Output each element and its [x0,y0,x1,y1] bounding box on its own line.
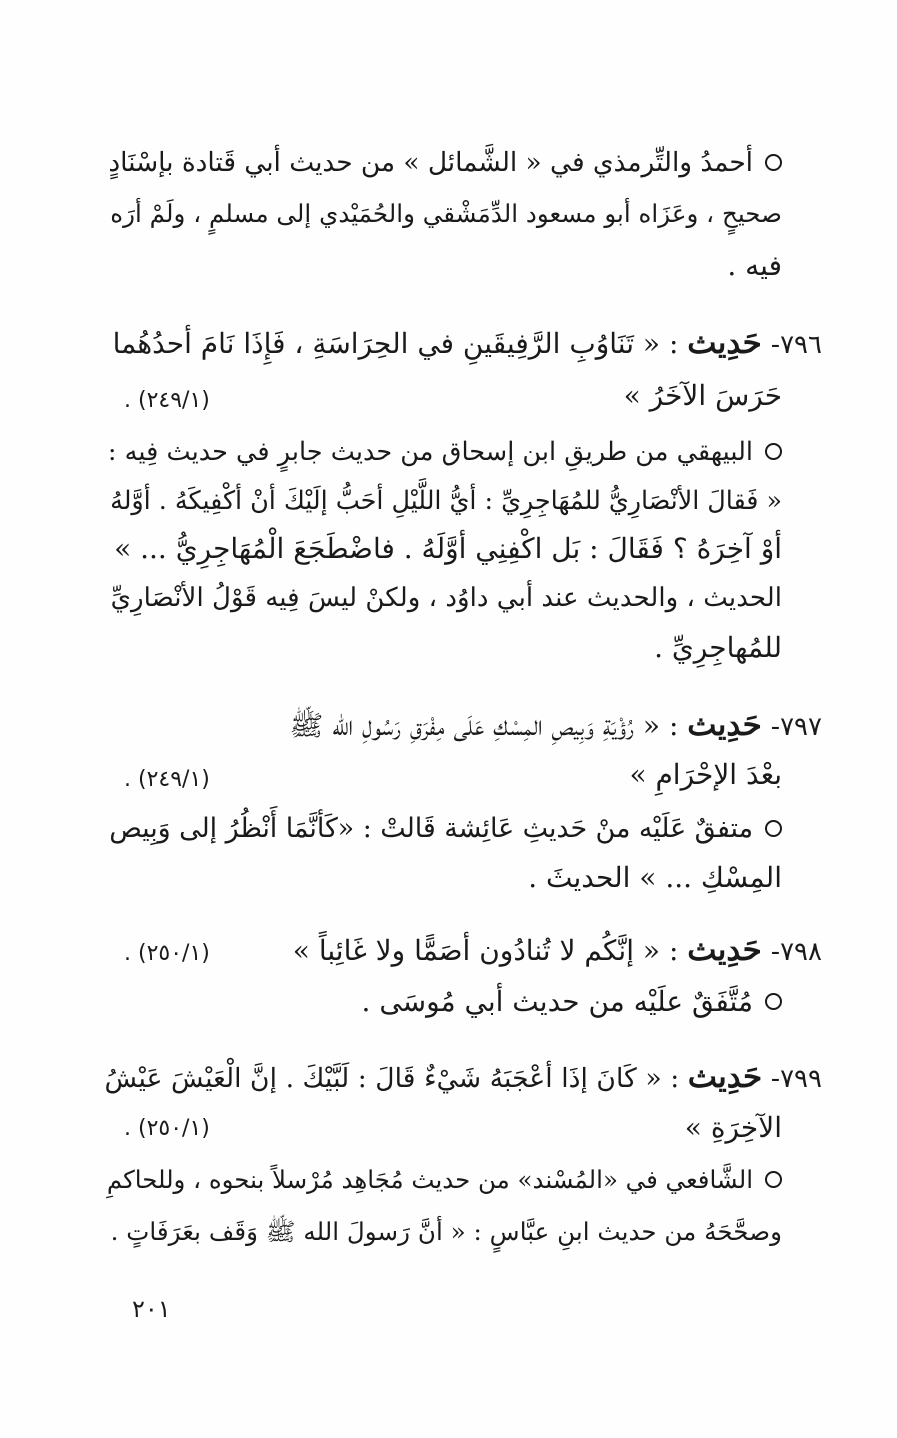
volume-page-ref: (٢٥٠/١) . [124,1116,210,1141]
hadith-text: « رُؤْيَةِ وَبِيصِ المِسْكِ عَلَى مِفْرَقِ رَسُولِ الله ﷺ [289,709,661,742]
hadith-text-line: بعْدَ الإحْرَامِ » [629,758,782,791]
hadith-text-line: الآخِرَةِ » [684,1111,782,1144]
hadith-label: حَدِيث [687,1059,763,1095]
comment-line: فيه . [727,249,782,282]
circle-bullet-icon [765,1171,782,1188]
volume-page-ref: (٢٥٠/١) . [124,941,210,966]
comment-line: أوْ آخِرَهُ ؟ فَقَالَ : بَل اكْفِنِي أوَّلَهُ . فاضْطَجَعَ الْمُهَاجِرِيُّ ... » [114,532,782,565]
hadith-heading: ٧٩٧- حَدِيث : « رُؤْيَةِ وَبِيصِ المِسْكِ عَلَى مِفْرَقِ رَسُولِ الله ﷺ [289,707,822,743]
hadith-number: ٧٩٦- [770,330,822,360]
comment-line: البيهقي من طريقِ ابن إسحاق من حديث جابرٍ في حديث فِيه : [108,432,782,472]
hadith-text: « إنَّكُم لا تُنادُون أصَمًّا ولا غَائِباً » [292,934,661,967]
hadith-label: حَدِيث [687,932,762,968]
hadith-heading: ٧٩٨- حَدِيث : « إنَّكُم لا تُنادُون أصَمًّا ولا غَائِباً » [292,932,822,968]
hadith-number: ٧٩٨- [770,937,822,967]
circle-bullet-icon [765,443,782,460]
comment-line: المِسْكِ ... » الحديثَ . [528,861,782,894]
comment-line: مُتَّفَقٌ علَيْه من حديث أبي مُوسَى . [362,982,782,1022]
hadith-text-line: حَرَسَ الآخَرُ » [623,379,782,412]
comment-line: صحيحٍ ، وعَزَاه أبو مسعود الدِّمَشْقي والحُمَيْدي إلى مسلمٍ ، ولَمْ أرَه [110,199,782,228]
circle-bullet-icon [765,154,782,171]
hadith-label: حَدِيث [687,325,762,361]
hadith-number: ٧٩٧- [770,712,822,742]
volume-page-ref: (٢٤٩/١) . [124,767,210,792]
hadith-heading: ٧٩٦- حَدِيث : « تَنَاوُبِ الرَّفِيقَينِ في الحِرَاسَةِ ، فَإِذَا نَامَ أحدُهُما [112,325,822,361]
circle-bullet-icon [765,820,782,837]
hadith-label: حَدِيث [687,707,762,743]
comment-line: الحديث ، والحديث عند أبي داوُد ، ولكنْ ليسَ فِيه قَوْلُ الأنْصَارِيِّ [110,583,782,613]
hadith-text: « كَانَ إذَا أعْجَبَهُ شَيْءٌ قَالَ : لَبَّيْكَ . إنَّ الْعَيْشَ عَيْشُ [104,1063,662,1094]
circle-bullet-icon [765,993,782,1010]
hadith-heading: ٧٩٩- حَدِيث : « كَانَ إذَا أعْجَبَهُ شَيْءٌ قَالَ : لَبَّيْكَ . إنَّ الْعَيْشَ عَيْشُ [104,1059,822,1095]
comment-line: أحمدُ والتِّرمذي في « الشَّمائل » من حديث أبي قَتادة بإسْنَادٍ [108,143,782,183]
page-number: ٢٠١ [132,1295,171,1323]
volume-page-ref: (٢٤٩/١) . [124,388,210,413]
comment-line: وصحَّحَهُ من حديث ابنِ عبَّاسٍ : « أنَّ رَسولَ الله ﷺ وَقَف بعَرَفَاتٍ . [110,1217,782,1246]
comment-line: للمُهاجِرِيِّ . [654,631,782,664]
comment-line: « فَقالَ الأنْصَارِيُّ للمُهَاجِرِيِّ : أيُّ اللَّيْلِ أحَبُّ إلَيْكَ أنْ أكْفِيكَهُ . أوَّلهُ [110,485,782,515]
comment-line: متفقٌ عَلَيْه منْ حَديثِ عَائِشة قَالتْ : «كَأنَّمَا أَنْظُرُ إلى وَبِيص [109,809,782,849]
hadith-text: « تَنَاوُبِ الرَّفِيقَينِ في الحِرَاسَةِ ، فَإِذَا نَامَ أحدُهُما [112,327,661,360]
hadith-number: ٧٩٩- [770,1064,822,1094]
comment-line: الشَّافعي في «المُسْند» من حديث مُجَاهِد مُرْسلاً بنحوه ، وللحاكمِ [107,1160,782,1200]
